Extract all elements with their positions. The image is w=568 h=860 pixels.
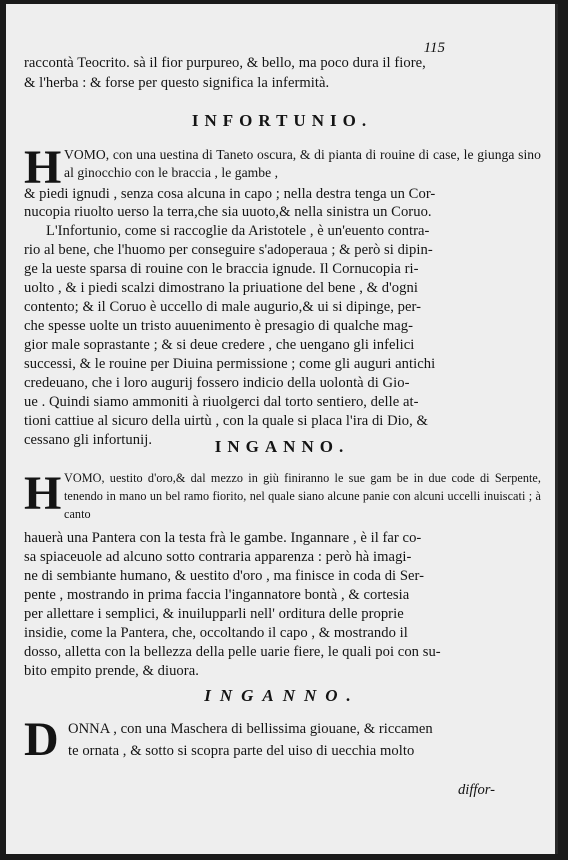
text-line: bito empito prende, & diuora. [24,663,199,679]
text-line: & l'herba : & forse per questo significa la infermità. [24,75,330,91]
text-line: VOMO, uestito d'oro,& dal mezzo in giù finiranno le sue gam be in due code di Serpente, tenendo in mano un bel ramo fiorito, nel quale siano alcune panie con alcuni uccelli inuiscati ; à canto [64,471,541,521]
catchword: diffor- [457,782,495,798]
text-line: VOMO, con una uestina di Taneto oscura, & di pianta di rouine di case, le giunga sino al ginocchio con le braccia , le gambe , [64,147,541,180]
text-line: insidie, come la Pantera, che, occoltando il capo , & mostrando il [24,625,408,641]
text-line: successi, & le rouine per Diuina permissione ; come gli auguri antichi [24,356,436,372]
section-heading-inganno: INGANNO. [214,437,350,456]
text-line: ue . Quindi siamo ammoniti à riuolgerci dal torto sentiero, delle at- [24,394,419,410]
text-line: tioni cattiue al sicuro della uirtù , con la quale si placa l'ira di Dio, & [24,413,428,429]
text-line: rio al bene, che l'huomo per conseguire s'adoperaua ; & però si dipin- [24,242,433,258]
drop-cap: H [24,467,62,520]
text-line: gior male soprastante ; & si deue credere , che uengano gli infelici [24,337,415,353]
text-line: credeuano, che i loro augurij fossero indicio della uolontà di Gio- [24,375,410,391]
page-number: 115 [423,40,445,56]
text-line: ge la ueste sparsa di rouine con le braccia ignude. Il Cornucopia ri- [24,261,419,277]
text-line: uolto , & i piedi scalzi dimostrano la priuatione del bene , & d'ogni [24,280,418,296]
text-line: che spesse uolte un tristo auuenimento è presagio di qualche mag- [24,318,414,334]
text-line: dosso, alletta con la bellezza della pelle uarie fiere, le quali poi con su- [24,644,441,660]
text-line: hauerà una Pantera con la testa frà le gambe. Ingannare , è il far co- [24,530,422,546]
section-heading-inganno-2: INGANNO. [204,686,360,705]
text-line: ONNA , con una Maschera di bellissima giouane, & riccamen [68,721,433,737]
text-line: ne di sembiante humano, & uestito d'oro , ma finisce in coda di Ser- [24,568,425,584]
book-page [6,4,558,854]
text-line: sa spiaceuole ad alcuno sotto contraria apparenza : però hà imagi- [24,549,412,565]
drop-cap: H [24,141,62,194]
text-line: per allettare i semplici, & inuilupparli nell' orditura delle proprie [24,606,404,622]
section-heading-infortunio: INFORTUNIO. [191,111,373,130]
text-line: nucopia riuolto uerso la terra,che sia uuoto,& nella sinistra un Coruo. [24,204,432,220]
text-line: pente , mostrando in prima faccia l'ingannatore bontà , & cortesia [24,587,410,603]
text-line: contento; & il Coruo è uccello di male augurio,& ui si dipinge, per- [24,299,422,315]
text-line: te ornata , & sotto si scopra parte del uiso di uecchia molto [68,743,415,759]
text-line: & piedi ignudi , senza cosa alcuna in capo ; nella destra tenga un Cor- [24,186,436,202]
text-line: L'Infortunio, come si raccoglie da Aristotele , è un'euento contra- [46,223,430,239]
drop-cap: D [24,713,59,766]
text-line: cessano gli infortunij. [24,432,153,448]
text-line: raccontà Teocrito. sà il fior purpureo, & bello, ma poco dura il fiore, [24,55,426,71]
